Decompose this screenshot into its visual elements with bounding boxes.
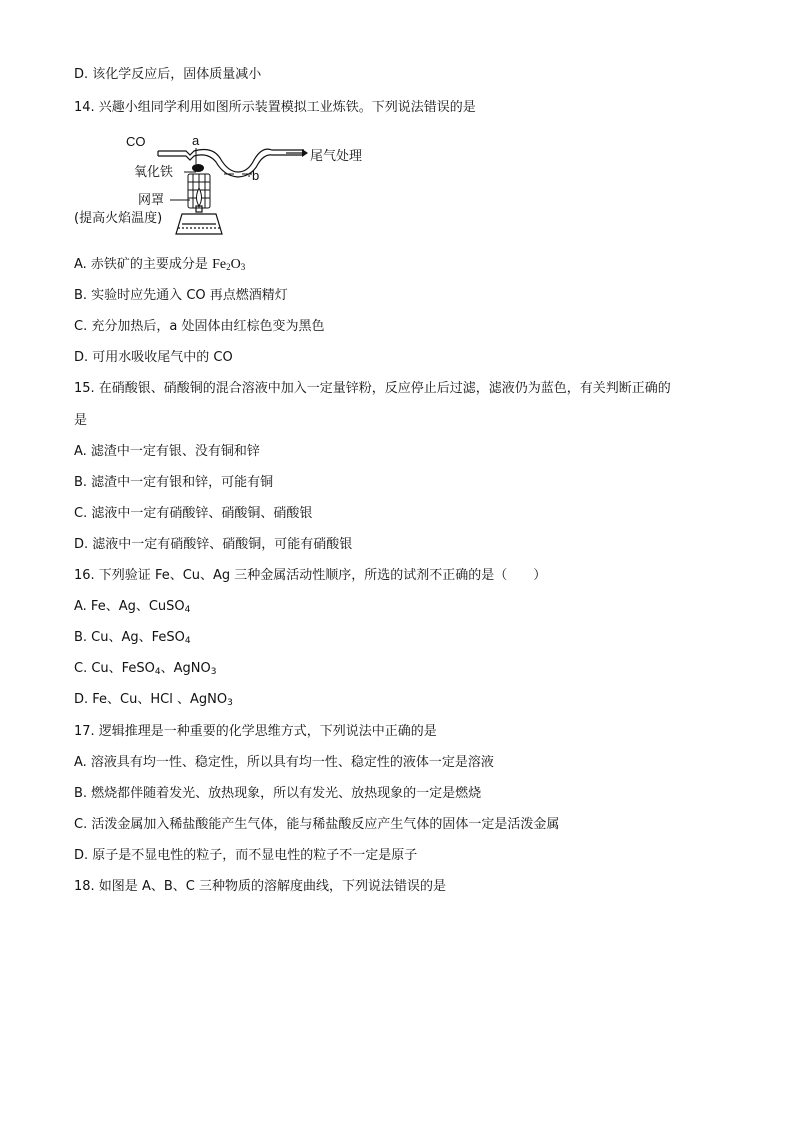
q16-option-a [74, 599, 190, 618]
q15-option-a: A. 滤渣中一定有银、没有铜和锌 [74, 444, 260, 459]
label-mesh-note: (提高火焰温度) [74, 211, 163, 226]
label-mesh: 网罩 [138, 193, 165, 208]
q16-option-a-text: A. Fe、Ag、CuSO [74, 599, 185, 614]
q15-option-d: D. 滤液中一定有硝酸锌、硝酸铜，可能有硝酸银 [74, 537, 353, 552]
formula-fe: Fe [212, 257, 227, 272]
glass-tube [158, 149, 304, 177]
q16-option-c-text1: C. Cu、FeSO [74, 661, 155, 676]
q18-stem: 18. 如图是 A、B、C 三种物质的溶解度曲线，下列说法错误的是 [74, 879, 446, 894]
q16-option-c [74, 661, 217, 680]
q13-option-d: D. 该化学反应后，固体质量减小 [74, 67, 262, 82]
q15-stem-line1: 15. 在硝酸银、硝酸铜的混合溶液中加入一定量锌粉，反应停止后过滤，滤液仍为蓝色，有关判断正确的 [74, 381, 671, 396]
formula-sub-3: 3 [240, 262, 246, 272]
q15-stem-line2: 是 [74, 413, 88, 428]
q16-option-d-text: D. Fe、Cu、HCl 、AgNO [74, 692, 228, 707]
formula-sub-2: 2 [226, 262, 231, 272]
q14-option-d: D. 可用水吸收尾气中的 CO [74, 350, 233, 365]
iron-oxide-sample [192, 164, 204, 172]
q14-option-c: C. 充分加热后，a 处固体由红棕色变为黑色 [74, 319, 325, 334]
q16-option-c-text2: 、AgNO [160, 661, 211, 676]
label-co: CO [126, 134, 146, 149]
q15-option-b: B. 滤渣中一定有银和锌，可能有铜 [74, 475, 274, 490]
q17-option-d: D. 原子是不显电性的粒子，而不显电性的粒子不一定是原子 [74, 848, 418, 863]
flame-icon [197, 188, 202, 206]
q16-option-a-sub: 4 [184, 605, 191, 615]
q14-option-a-text: A. 赤铁矿的主要成分是 [74, 257, 213, 272]
formula-o: O [230, 257, 241, 272]
q16-option-b-text: B. Cu、Ag、FeSO [74, 630, 185, 645]
q16-stem: 16. 下列验证 Fe、Cu、Ag 三种金属活动性顺序，所选的试剂不正确的是（ ） [74, 568, 547, 583]
q17-option-a: A. 溶液具有均一性、稳定性，所以具有均一性、稳定性的液体一定是溶液 [74, 755, 494, 770]
q15-option-c: C. 滤液中一定有硝酸锌、硝酸铜、硝酸银 [74, 506, 313, 521]
q14-stem: 14. 兴趣小组同学利用如图所示装置模拟工业炼铁。下列说法错误的是 [74, 100, 476, 115]
q17-stem: 17. 逻辑推理是一种重要的化学思维方式，下列说法中正确的是 [74, 724, 437, 739]
label-iron-oxide: 氧化铁 [134, 165, 174, 180]
q17-option-c: C. 活泼金属加入稀盐酸能产生气体，能与稀盐酸反应产生气体的固体一定是活泼金属 [74, 817, 560, 832]
q16-option-b [74, 630, 191, 649]
iron-smelting-apparatus-figure [72, 128, 392, 244]
label-b: b [252, 168, 260, 183]
label-a: a [192, 133, 200, 148]
q16-option-c-sub2: 3 [210, 667, 217, 677]
q16-option-b-sub: 4 [184, 636, 191, 646]
alcohol-lamp [176, 206, 222, 234]
q14-option-a [74, 257, 245, 275]
label-tail-gas: 尾气处理 [310, 149, 363, 164]
formula-fe2o3 [212, 257, 245, 272]
q14-option-b: B. 实验时应先通入 CO 再点燃酒精灯 [74, 288, 288, 303]
q16-option-d [74, 692, 233, 711]
q17-option-b: B. 燃烧都伴随着发光、放热现象，所以有发光、放热现象的一定是燃烧 [74, 786, 482, 801]
q16-option-c-sub1: 4 [154, 667, 161, 677]
q16-option-d-sub: 3 [227, 698, 233, 708]
